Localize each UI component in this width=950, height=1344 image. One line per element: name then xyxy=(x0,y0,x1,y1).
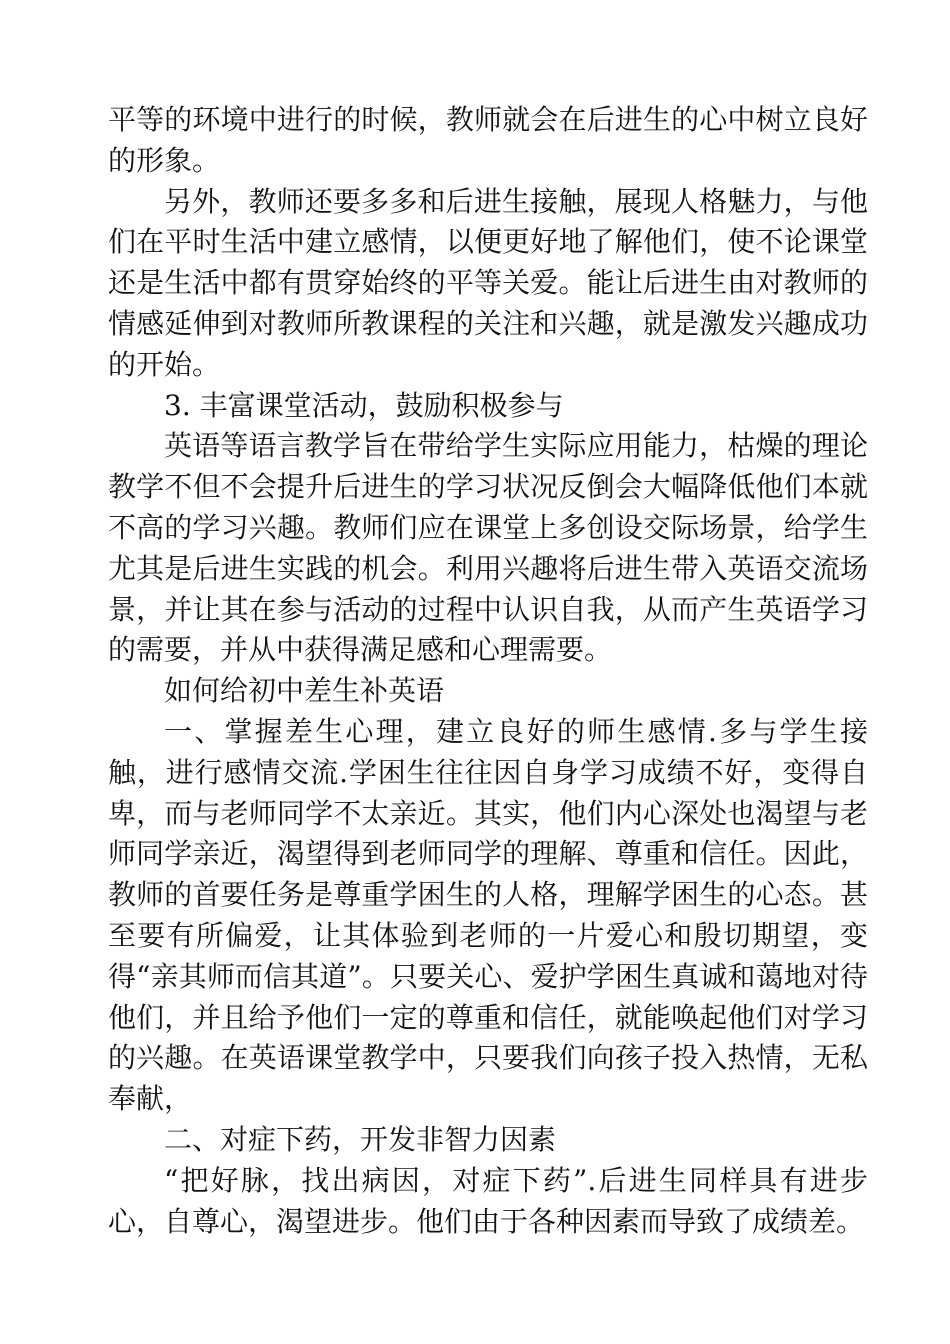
paragraph-language-teaching: 英语等语言教学旨在带给学生实际应用能力，枯燥的理论教学不但不会提升后进生的学习状况反倒会大幅降低他们本就不高的学习兴趣。教师们应在课堂上多创设交际场景，给学生尤其是后进生实践的机会。利用兴趣将后进生带入英语交流场景，并让其在参与活动的过程中认识自我，从而产生英语学习的需要，并从中获得满足感和心理需要。 xyxy=(108,429,868,667)
paragraph-diagnosis: “把好脉，找出病因，对症下药”.后进生同样具有进步心，自尊心，渴望进步。他们由于各种因素而导致了成绩差。 xyxy=(108,1163,868,1238)
paragraph-student-psychology: 一、掌握差生心理，建立良好的师生感情.多与学生接触，进行感情交流.学困生往往因自身学习成绩不好，变得自卑，而与老师同学不太亲近。其实，他们内心深处也渴望与老师同学亲近，渴望得到老师同学的理解、尊重和信任。因此，教师的首要任务是尊重学困生的人格，理解学困生的心态。甚至要有所偏爱，让其体验到老师的一片爱心和殷切期望，变得“亲其师而信其道”。只要关心、爱护学困生真诚和蔼地对待他们，并且给予他们一定的尊重和信任，就能唤起他们对学习的兴趣。在英语课堂教学中，只要我们向孩子投入热情，无私奉献， xyxy=(108,714,868,1116)
document-page xyxy=(108,100,868,1242)
section-heading-non-intellectual-factors: 二、对症下药，开发非智力因素 xyxy=(164,1122,557,1156)
section-heading-tutoring: 如何给初中差生补英语 xyxy=(164,674,445,708)
section-heading-classroom-activities: 3. 丰富课堂活动，鼓励积极参与 xyxy=(164,388,564,422)
paragraph-teacher-contact: 另外，教师还要多多和后进生接触，展现人格魅力，与他们在平时生活中建立感情，以便更好地了解他们，使不论课堂还是生活中都有贯穿始终的平等关爱。能让后进生由对教师的情感延伸到对教师所教课程的关注和兴趣，就是激发兴趣成功的开始。 xyxy=(108,184,868,381)
paragraph-continuation: 平等的环境中进行的时候，教师就会在后进生的心中树立良好的形象。 xyxy=(108,103,868,177)
